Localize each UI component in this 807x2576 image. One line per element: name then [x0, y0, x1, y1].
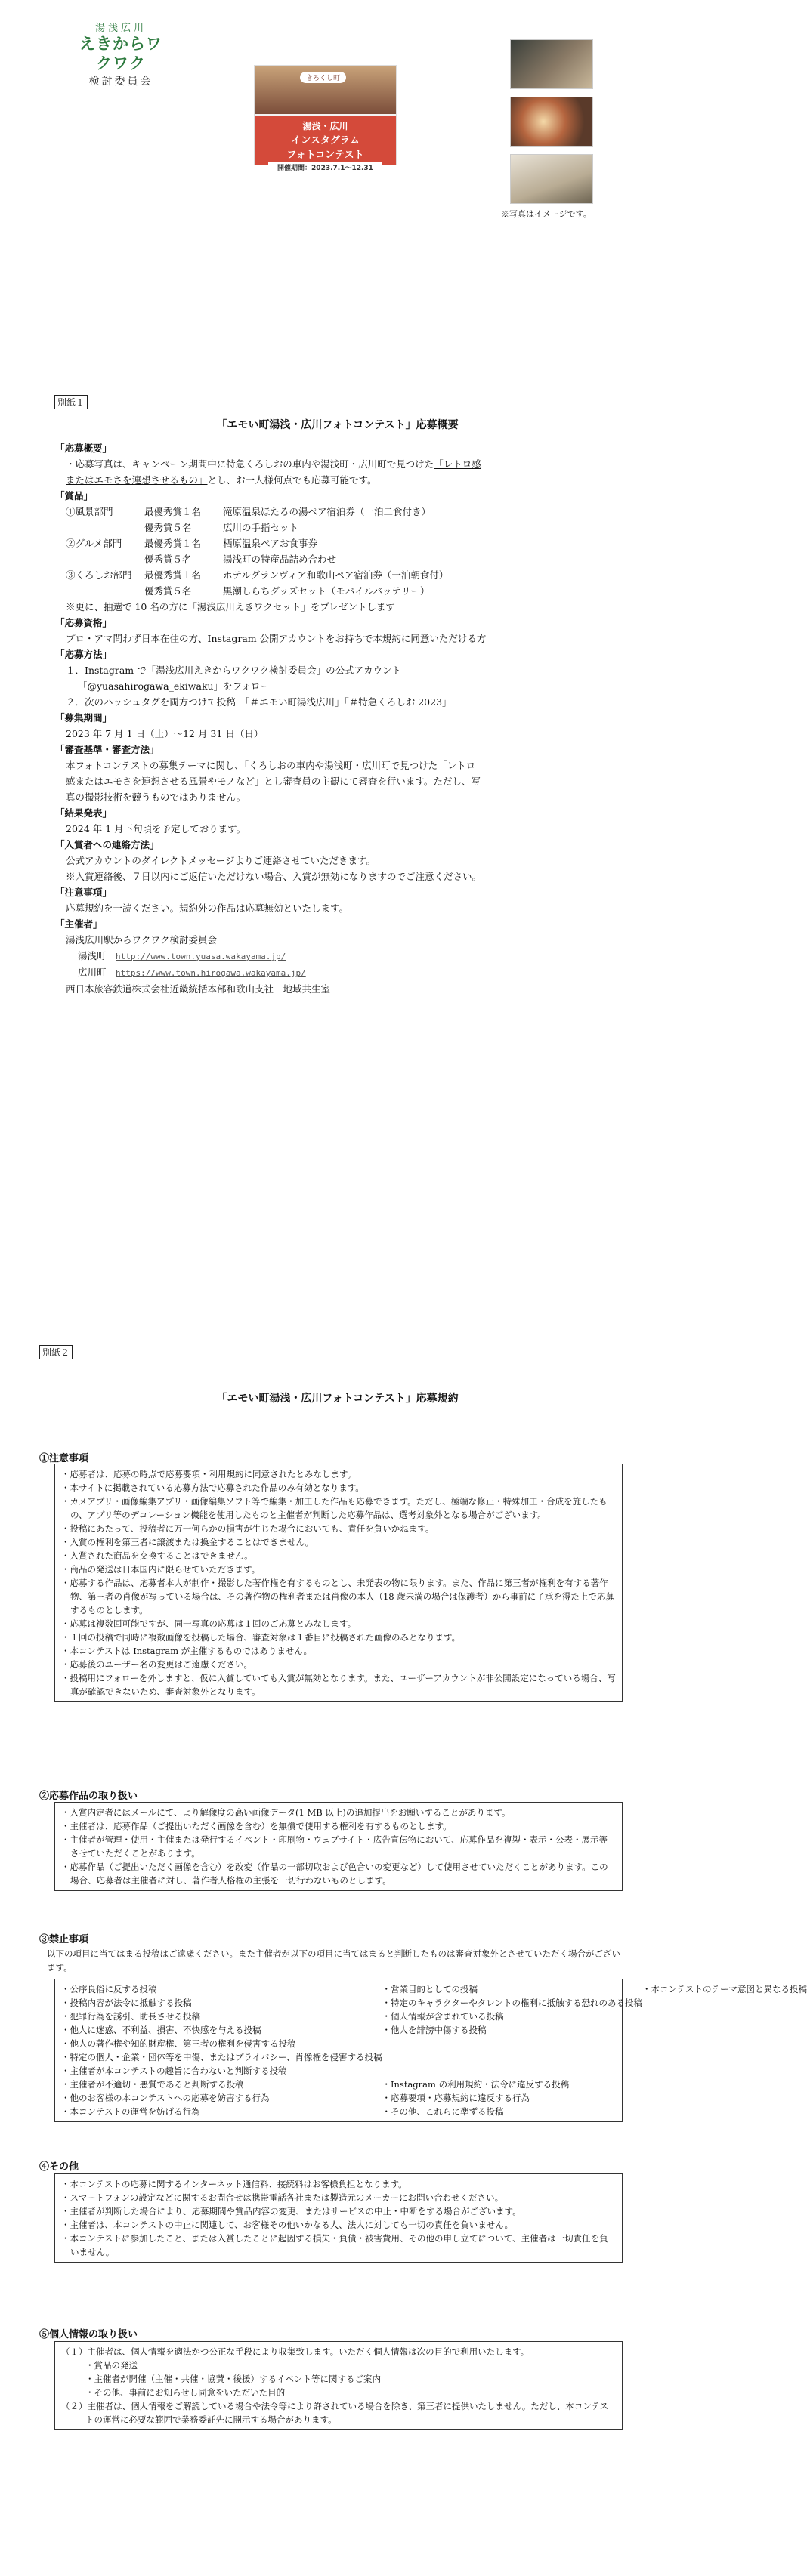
prize-category: ①風景部門	[66, 506, 113, 517]
result-text: 2024 年 1 月下旬頃を予定しております。	[66, 823, 246, 835]
prize-rank: 最優秀賞１名	[144, 538, 202, 549]
prize-item: 黒潮しらちグッズセット（モバイルバッテリー）	[223, 585, 430, 597]
photo-note: ※写真はイメージです。	[501, 209, 592, 219]
prohibited-item: ・他のお客様の本コンテストへの応募を妨害する行為	[61, 2093, 270, 2103]
section2-heading: ②応募作品の取り扱い	[39, 1791, 138, 1802]
prize-row	[66, 551, 454, 567]
organizer-heading: 「主催者」	[55, 918, 103, 930]
prohibited-item	[642, 2078, 807, 2091]
town1-link[interactable]: http://www.town.yuasa.wakayama.jp/	[116, 952, 286, 961]
outline-underline2: またはエモさを連想させるもの」	[66, 474, 208, 486]
outline-text	[55, 456, 629, 472]
prohibited-item: ・犯罪行為を誘引、助長させる投稿	[61, 2011, 200, 2022]
outline-heading: 「応募概要」	[55, 443, 113, 454]
judge-text1: 本フォトコンテストの募集テーマに関し、「くろしおの車内や湯浅町・広川町で見つけた「レトロ	[66, 760, 476, 771]
part2-title: 「エモい町湯浅・広川フォトコンテスト」応募規約	[216, 1393, 459, 1405]
outline-section	[55, 440, 629, 997]
town2-link[interactable]: https://www.town.hirogawa.wakayama.jp/	[116, 968, 306, 978]
prohibited-item	[642, 2105, 807, 2118]
logo-line1: 湯浅広川	[94, 23, 147, 34]
section4-heading: ④その他	[39, 2161, 79, 2173]
appendix2-tag: 別紙２	[39, 1345, 73, 1359]
prohibited-grid	[61, 1982, 807, 2118]
poster-band	[255, 116, 396, 172]
organizer-town1	[55, 948, 629, 964]
prohibited-item	[382, 2050, 642, 2064]
committee-logo	[76, 20, 166, 88]
prohibited-item	[642, 2023, 807, 2037]
list-item: ・賞品の発送	[85, 2360, 138, 2371]
period-text: 2023 年 7 月 1 日（土）～12 月 31 日（日）	[66, 728, 264, 739]
prize-category	[66, 520, 144, 535]
logo-line3: 検討委員会	[88, 76, 153, 88]
outline-pre: ・応募写真は、キャンペーン期間中に特急くろしおの車内や湯浅町・広川町で見つけた	[66, 458, 434, 470]
section4-box	[54, 2173, 623, 2263]
prize-note: ※更に、抽選で 10 名の方に「湯浅広川えきワクセット」をプレゼントします	[66, 601, 395, 612]
logo-line2: えきからワクワク	[79, 34, 162, 72]
section3-heading: ③禁止事項	[39, 1934, 89, 1945]
list-item: ・応募者は、応募の時点で応募要項・利用規約に同意されたとみなします。	[61, 1469, 357, 1479]
notes-text: 応募規約を一読ください。規約外の作品は応募無効といたします。	[66, 902, 349, 914]
list-item: ・１回の投稿で同時に複数画像を投稿した場合、審査対象は１番目に投稿された画像のみとなります。	[61, 1632, 461, 1643]
prize-category	[66, 583, 144, 599]
contact-heading: 「入賞者への連絡方法」	[55, 839, 159, 850]
prize-rank: 優秀賞５名	[144, 522, 192, 533]
result-heading: 「結果発表」	[55, 807, 113, 819]
qualification-heading: 「応募資格」	[55, 617, 113, 628]
prize-item: 湯浅町の特産品詰め合わせ	[223, 554, 337, 565]
qualification-text: プロ・アマ問わず日本在住の方、Instagram 公開アカウントをお持ちで本規約に同意いただける方	[66, 633, 487, 644]
prohibited-item	[382, 2037, 642, 2050]
prohibited-item	[642, 2050, 807, 2064]
prohibited-item	[642, 2037, 807, 2050]
prize-row	[66, 567, 454, 583]
judge-text2: 感またはエモさを連想させる風景やモノなど」とし審査員の主観にて審査を行います。ただし、写	[66, 776, 481, 787]
contact-text2: ※入賞連絡後、７日以内にご返信いただけない場合、入賞が無効になりますのでご注意ください。	[66, 871, 482, 882]
period-heading: 「募集期間」	[55, 712, 113, 723]
section5-box	[54, 2341, 623, 2430]
list-item: ・本コンテストは Instagram が主催するものではありません。	[61, 1646, 312, 1656]
hotel-room-photo	[510, 154, 593, 204]
prize-row	[66, 535, 454, 551]
prize-rank: 優秀賞５名	[144, 554, 192, 565]
list-item: ・本コンテストに参加したこと、または入賞したことに起因する損失・負債・被害費用、その他の申し立てについて、主催者は一切責任を負いません。	[61, 2233, 608, 2257]
organizer-jr: 西日本旅客鉄道株式会社近畿統括本部和歌山支社 地域共生室	[66, 983, 331, 995]
contact-text1: 公式アカウントのダイレクトメッセージよりご連絡させていただきます。	[66, 855, 376, 866]
section1-heading: ①注意事項	[39, 1453, 89, 1464]
outline-text2	[55, 472, 629, 488]
list-item: ・カメアプリ・画像編集アプリ・画像編集ソフト等で編集・加工した作品も応募できます。ただし、極端な修正・特殊加工・合成を施したもの、アプリ等のデコレーション機能を使用したものと主催者が判断した応募作品は、選考対象外となる場合がございます。	[61, 1496, 608, 1520]
prohibited-item	[382, 2064, 642, 2078]
list-item: （２）主催者は、個人情報をご解読している場合や法令等により許されている場合を除き、第三者に提供いたしません。ただし、本コンテストの運営に必要な範囲で業務委託先に開示する場合があります。	[61, 2401, 609, 2425]
prohibited-item: ・応募要項・応募規約に違反する行為	[382, 2093, 530, 2103]
prohibited-item: ・他人の著作権や知的財産権、第三者の権利を侵害する投稿	[61, 2038, 296, 2049]
prohibited-item: ・他人を誹謗中傷する投稿	[382, 2025, 487, 2035]
list-item: ・主催者は、応募作品（ご提出いただく画像を含む）を無償で使用する権利を有するものとします。	[61, 1821, 452, 1831]
town2-name: 広川町	[78, 967, 107, 978]
prohibited-item: ・営業目的としての投稿	[382, 1984, 478, 1994]
list-item: ・主催者が開催（主催・共催・協賛・後援）するイベント等に関するご案内	[85, 2374, 381, 2384]
outline-underline1: 「レトロ感	[434, 458, 481, 470]
method-heading: 「応募方法」	[55, 649, 113, 660]
poster-title2: インスタグラム	[291, 135, 360, 147]
scenery-photo	[510, 39, 593, 89]
section3-intro: 以下の項目に当てはまる投稿はご遠慮ください。また主催者が以下の項目に当てはまると判断したものは審査対象外とさせていただく場合がございます。	[47, 1948, 620, 1973]
town1-name: 湯浅町	[78, 950, 107, 961]
list-item: ・入賞の権利を第三者に譲渡または換金することはできません。	[61, 1537, 314, 1547]
prize-row	[66, 583, 454, 599]
list-item: ・主催者は、本コンテストの中止に関連して、お客様その他いかなる人、法人に対しても一切の責任を負いません。	[61, 2220, 513, 2230]
prize-rank: 優秀賞５名	[144, 585, 192, 597]
organizer-town2	[55, 964, 629, 981]
prohibited-item	[642, 2091, 807, 2105]
prohibited-item	[642, 2010, 807, 2023]
prize-category: ③くろしお部門	[66, 569, 132, 581]
notes-heading: 「注意事項」	[55, 887, 113, 898]
prohibited-item: ・他人に迷惑、不利益、損害、不快感を与える投稿	[61, 2025, 261, 2035]
prohibited-item: ・特定の個人・企業・団体等を中傷、またはプライバシー、肖像権を侵害する投稿	[61, 2052, 382, 2062]
prohibited-item: ・公序良俗に反する投稿	[61, 1984, 157, 1994]
section3-box	[54, 1979, 807, 2122]
prohibited-item	[642, 1996, 807, 2010]
poster-title1: 湯浅・広川	[302, 121, 348, 131]
judge-heading: 「審査基準・審査方法」	[55, 744, 159, 755]
prize-heading: 「賞品」	[55, 490, 94, 501]
poster-title3: フォトコンテスト	[286, 150, 364, 161]
list-item: （１）主催者は、個人情報を適法かつ公正な手段により収集致します。いただく個人情報は次の目的で利用いたします。	[61, 2346, 530, 2357]
section5-heading: ⑤個人情報の取り扱い	[39, 2329, 138, 2340]
poster-tag: きろくし町	[300, 72, 346, 83]
list-item: ・入賞内定者にはメールにて、より解像度の高い画像データ(1 MB 以上)の追加提出をお願いすることがあります。	[61, 1807, 511, 1818]
contest-poster	[254, 65, 397, 172]
list-item: ・応募は複数回可能ですが、同一写真の応募は１回のご応募とみなします。	[61, 1618, 357, 1629]
list-item: ・主催者が判断した場合により、応募期間や賞品内容の変更、またはサービスの中止・中断をする場合がございます。	[61, 2206, 521, 2217]
prohibited-item: ・主催者が不適切・悪質であると判断する投稿	[61, 2079, 244, 2090]
method-step2: ２．次のハッシュタグを両方つけて投稿 「＃エモい町湯浅広川」「＃特急くろしお 2023」	[66, 696, 452, 708]
gourmet-photo	[510, 97, 593, 147]
list-item: ・投稿にあたって、投稿者に万一何らかの損害が生じた場合においても、責任を負いかねます。	[61, 1523, 434, 1534]
prize-item: 栖原温泉ペアお食事券	[223, 538, 318, 549]
section1-box	[54, 1464, 623, 1702]
prize-item: ホテルグランヴィア和歌山ペア宿泊券（一泊朝食付）	[223, 569, 449, 581]
prize-table	[66, 504, 454, 599]
part1-title: 「エモい町湯浅・広川フォトコンテスト」応募概要	[216, 419, 459, 431]
appendix1-tag: 別紙１	[54, 395, 88, 409]
outline-post: とし、お一人様何点でも応募可能です。	[207, 474, 377, 486]
prize-category: ②グルメ部門	[66, 538, 122, 549]
poster-period: 開催期間：2023.7.1～12.31	[268, 162, 382, 172]
method-account: 「@yuasahirogawa_ekiwaku」をフォロー	[78, 680, 270, 692]
method-step1: １．Instagram で「湯浅広川えきからワクワク検討委員会」の公式アカウント	[66, 665, 402, 676]
prize-rank: 最優秀賞１名	[144, 506, 202, 517]
prohibited-item: ・本コンテストの運営を妨げる行為	[61, 2106, 200, 2117]
list-item: ・スマートフォンの設定などに関するお問合せは携帯電話各社または製造元のメーカーにお問い合わせください。	[61, 2192, 504, 2203]
prize-category	[66, 551, 144, 567]
prohibited-item: ・その他、これらに準ずる投稿	[382, 2106, 504, 2117]
prize-row	[66, 504, 454, 520]
prohibited-item: ・特定のキャラクターやタレントの権利に抵触する恐れのある投稿	[382, 1998, 642, 2008]
judge-text3: 真の撮影技術を競うものではありません。	[66, 791, 246, 803]
list-item: ・その他、事前にお知らせし同意をいただいた目的	[85, 2387, 286, 2398]
prohibited-item: ・投稿内容が法令に抵触する投稿	[61, 1998, 192, 2008]
section2-box	[54, 1802, 623, 1891]
prize-rank: 最優秀賞１名	[144, 569, 202, 581]
prohibited-item: ・本コンテストのテーマ意図と異なる投稿	[642, 1984, 807, 1994]
list-item: ・商品の発送は日本国内に限らせていただきます。	[61, 1564, 261, 1575]
prohibited-item	[642, 2064, 807, 2078]
list-item: ・入賞された商品を交換することはできません。	[61, 1550, 253, 1561]
list-item: ・応募後のユーザー名の変更はご遠慮ください。	[61, 1659, 252, 1670]
list-item: ・本サイトに掲載されている応募方法で応募された作品のみ有効となります。	[61, 1482, 364, 1493]
prize-item: 広川の手指セット	[223, 522, 299, 533]
organizer-name: 湯浅広川駅からワクワク検討委員会	[66, 934, 218, 946]
list-item: ・主催者が管理・使用・主催または発行するイベント・印刷物・ウェブサイト・広告宣伝物において、応募作品を複製・表示・公表・展示等させていただくことがあります。	[61, 1834, 608, 1859]
prize-row	[66, 520, 454, 535]
prohibited-item: ・個人情報が含まれている投稿	[382, 2011, 504, 2022]
prohibited-item: ・Instagram の利用規約・法令に違反する投稿	[382, 2079, 570, 2090]
list-item: ・投稿用にフォローを外しますと、仮に入賞していても入賞が無効となります。また、ユーザーアカウントが非公開設定になっている場合、写真が確認できないため、審査対象外となります。	[61, 1673, 616, 1697]
prohibited-item: ・主催者が本コンテストの趣旨に合わないと判断する投稿	[61, 2065, 287, 2076]
list-item: ・応募する作品は、応募者本人が制作・撮影した著作権を有するものとし、未発表の物に限ります。また、作品に第三者が権利を有する著作物、第三者の肖像が写っている場合は、その著作物の権利者または肖像の本人（18 歳未満の場合は保護者）から事前に了承を得た上で応募するものとします。	[61, 1578, 614, 1615]
list-item: ・応募作品（ご提出いただく画像を含む）を改変（作品の一部切取および色合いの変更など）して使用させていただくことがあります。この場合、応募者は主催者に対し、著作者人格権の主張を一切行わないものとします。	[61, 1862, 608, 1886]
list-item: ・本コンテストの応募に関するインターネット通信料、接続料はお客様負担となります。	[61, 2179, 407, 2189]
prize-item: 滝原温泉ほたるの湯ペア宿泊券（一泊二食付き）	[223, 506, 431, 517]
